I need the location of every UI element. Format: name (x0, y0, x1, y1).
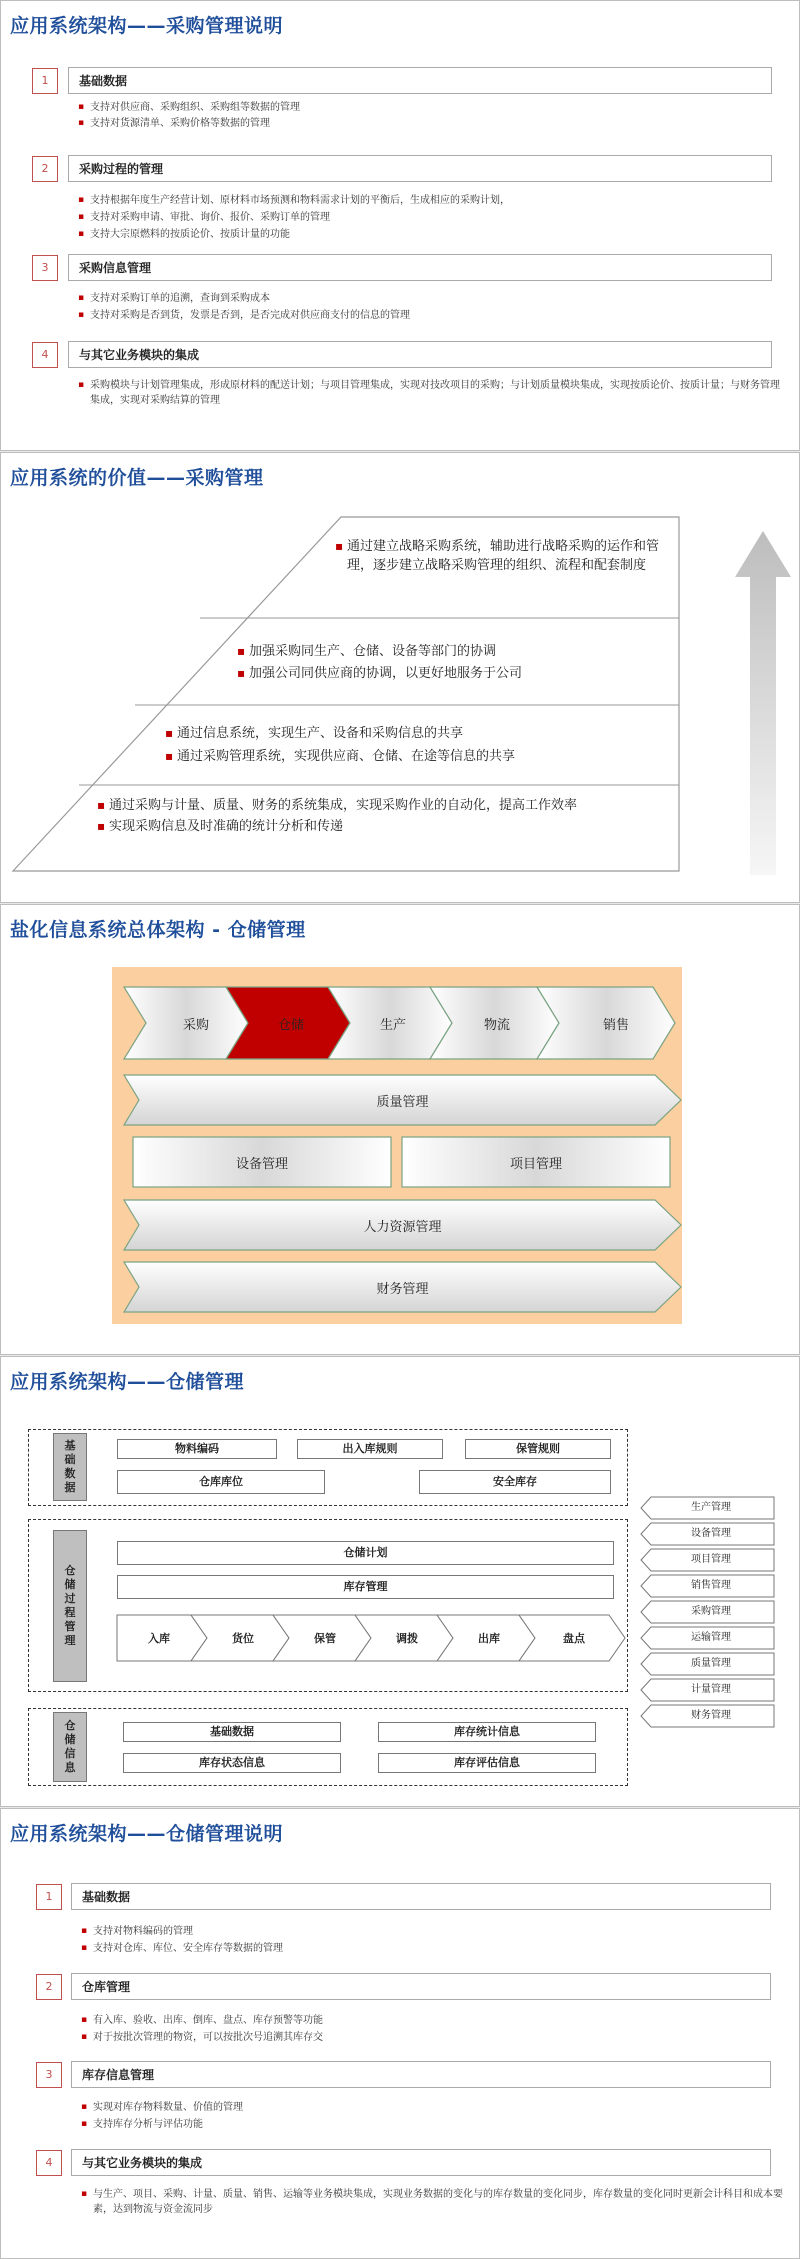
section-heading: 与其它业务模块的集成 (68, 341, 772, 368)
value-bullet: ▪ 加强公司同供应商的协调，以更好地服务于公司 (237, 664, 669, 683)
bullet: ▪ 实现对库存物料数量、价值的管理 (81, 2100, 773, 2115)
side-module: 运输管理 (691, 1632, 731, 1643)
slide-warehouse-architecture (0, 1356, 800, 1807)
value-bullet: ▪ 通过采购管理系统，实现供应商、仓储、在途等信息的共享 (165, 747, 677, 766)
section-number: 1 (32, 68, 58, 94)
slide-title: 应用系统架构——仓储管理说明 (10, 1823, 284, 1845)
info-item: 库存评估信息 (378, 1753, 596, 1773)
side-module: 项目管理 (691, 1554, 731, 1565)
value-bullet: ▪ 通过采购与计量、质量、财务的系统集成，实现采购作业的自动化，提高工作效率 (97, 796, 679, 815)
section-heading: 与其它业务模块的集成 (71, 2149, 771, 2176)
side-module: 财务管理 (691, 1710, 731, 1721)
basic-item: 出入库规则 (297, 1439, 443, 1459)
bullet: ▪ 支持对仓库、库位、安全库存等数据的管理 (81, 1941, 773, 1956)
slide-overall-architecture (0, 904, 800, 1355)
process-plan: 仓储计划 (117, 1541, 614, 1565)
value-bullet: ▪ 通过建立战略采购系统，辅助进行战略采购的运作和管理，逐步建立战略采购管理的组织、流程和配套制度 (335, 537, 665, 575)
section-number: 4 (36, 2150, 62, 2176)
basic-item: 仓库库位 (117, 1470, 325, 1494)
section-number: 1 (36, 1884, 62, 1910)
value-bullet: ▪ 实现采购信息及时准确的统计分析和传递 (97, 817, 679, 836)
bullet: ▪ 支持对供应商、采购组织、采购组等数据的管理 (78, 100, 770, 115)
process-step: 调拨 (396, 1632, 418, 1645)
info-group (28, 1708, 628, 1786)
slide-title: 应用系统架构——仓储管理 (10, 1371, 245, 1393)
info-item: 基础数据 (123, 1722, 341, 1742)
slide-purchase-value (0, 452, 800, 903)
section-number: 4 (32, 342, 58, 368)
process-label: 仓储过程管理 (53, 1530, 87, 1682)
hr-label: 人力资源管理 (363, 1219, 442, 1235)
basic-item: 保管规则 (465, 1439, 611, 1459)
process-stock: 库存管理 (117, 1575, 614, 1599)
side-module: 销售管理 (691, 1580, 731, 1591)
chevron-label: 仓储 (277, 1017, 304, 1033)
section-heading: 仓库管理 (71, 1973, 771, 2000)
bullet: ▪ 支持根据年度生产经营计划、原材料市场预测和物料需求计划的平衡后，生成相应的采购计划， (78, 193, 780, 208)
bullet: ▪ 支持库存分析与评估功能 (81, 2117, 773, 2132)
bullet: ▪ 有入库、验收、出库、倒库、盘点、库存预警等功能 (81, 2013, 773, 2028)
process-step: 货位 (232, 1632, 254, 1645)
section-heading: 采购过程的管理 (68, 155, 772, 182)
section-heading: 基础数据 (71, 1883, 771, 1910)
bullet: ▪ 采购模块与计划管理集成，形成原材料的配送计划；与项目管理集成，实现对技改项目的采购；与计划质量模块集成，实现按质论价、按质计量；与财务管理集成，实现对采购结算的管理 (78, 378, 780, 408)
chevron-label: 销售 (602, 1017, 629, 1033)
basic-item: 物料编码 (117, 1439, 277, 1459)
basic-data-label: 基础数据 (53, 1433, 87, 1501)
bullet: ▪ 支持对货源清单、采购价格等数据的管理 (78, 116, 770, 131)
process-step: 入库 (148, 1632, 170, 1645)
slide-purchase-description (0, 0, 800, 451)
side-module: 设备管理 (691, 1528, 731, 1539)
value-bullet: ▪ 加强采购同生产、仓储、设备等部门的协调 (237, 642, 669, 661)
slide-title: 盐化信息系统总体架构 - 仓储管理 (10, 919, 306, 941)
section-heading: 库存信息管理 (71, 2061, 771, 2088)
bullet: ▪ 支持对物料编码的管理 (81, 1924, 773, 1939)
side-module: 质量管理 (691, 1658, 731, 1669)
bullet: ▪ 支持对采购订单的追溯，查询到采购成本 (78, 291, 780, 306)
chevron-label: 物流 (483, 1017, 510, 1033)
section-number: 2 (32, 156, 58, 182)
section-number: 2 (36, 1974, 62, 2000)
section-heading: 基础数据 (68, 67, 772, 94)
info-label: 仓储信息 (53, 1712, 87, 1782)
bullet: ▪ 对于按批次管理的物资，可以按批次号追溯其库存交 (81, 2030, 773, 2045)
side-module: 计量管理 (691, 1684, 731, 1695)
quality-label: 质量管理 (376, 1094, 429, 1110)
equipment-label: 设备管理 (235, 1156, 288, 1172)
section-number: 3 (32, 255, 58, 281)
chevron-label: 生产 (379, 1017, 406, 1033)
slide-warehouse-description (0, 1808, 800, 2259)
process-step: 保管 (314, 1632, 336, 1645)
slide-title: 应用系统的价值——采购管理 (10, 467, 264, 489)
chevron-label: 采购 (182, 1017, 209, 1033)
process-step: 出库 (478, 1632, 500, 1645)
bullet: ▪ 支持对采购申请、审批、询价、报价、采购订单的管理 (78, 210, 780, 225)
finance-label: 财务管理 (376, 1281, 429, 1297)
info-item: 库存统计信息 (378, 1722, 596, 1742)
bullet: ▪ 支持对采购是否到货，发票是否到，是否完成对供应商支付的信息的管理 (78, 308, 780, 323)
side-module: 生产管理 (691, 1502, 731, 1513)
side-module: 采购管理 (691, 1606, 731, 1617)
info-item: 库存状态信息 (123, 1753, 341, 1773)
basic-item: 安全库存 (419, 1470, 611, 1494)
bullet: ▪ 与生产、项目、采购、计量、质量、销售、运输等业务模块集成，实现业务数据的变化与的库存数量的变化同步，库存数量的变化同时更新会计科目和成本要素，达到物流与资金流同步 (81, 2187, 783, 2217)
slide-title: 应用系统架构——采购管理说明 (10, 15, 284, 37)
section-heading: 采购信息管理 (68, 254, 772, 281)
bullet: ▪ 支持大宗原燃料的按质论价、按质计量的功能 (78, 227, 780, 242)
value-bullet: ▪ 通过信息系统，实现生产、设备和采购信息的共享 (165, 724, 677, 743)
project-label: 项目管理 (509, 1156, 562, 1172)
section-number: 3 (36, 2062, 62, 2088)
process-step: 盘点 (563, 1632, 585, 1645)
